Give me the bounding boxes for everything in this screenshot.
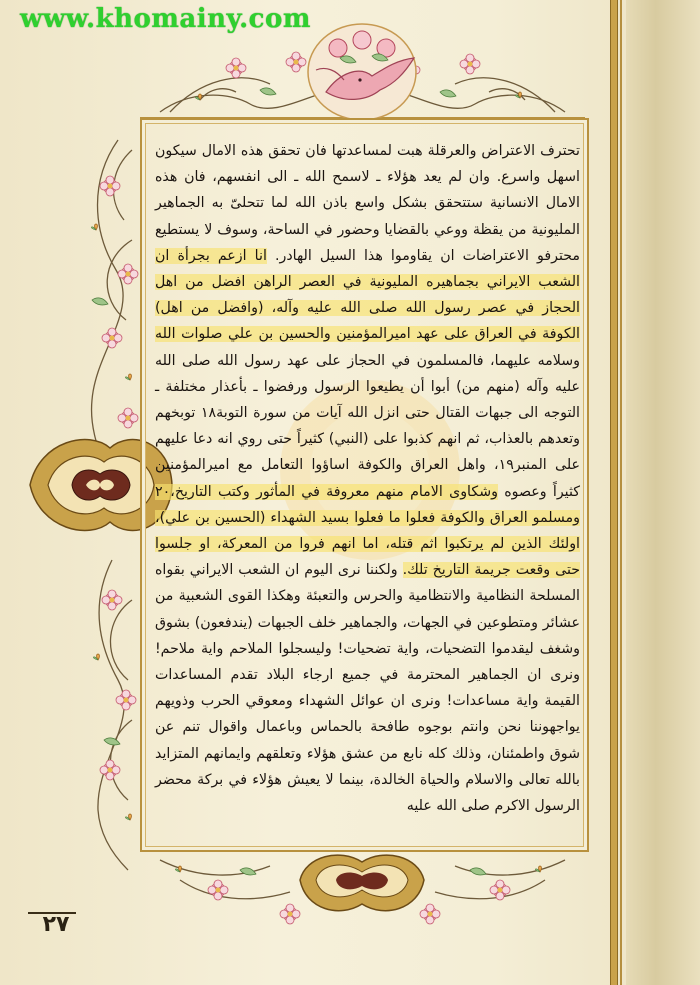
body-text-3: ولكننا نرى اليوم ان الشعب الايراني بقواه المسلحة النظامية والانتظامية والحرس والتعبئة وهكذا القوى الشعبية من عشائر ومتطوعين في الجهات، والجماهير خلف الجبهات (يندفعون) بشوق وشغف ليقدموا التضحيات، واية تضحيات! وليسجلوا الملاحم واية ملاحم! ونرى ان الجماهير المحترمة في جميع ارجاء البلاد تقدم المساعدات القيمة واية مساعدات! ونرى ان عوائل الشهداء ومعوقي الحرب وذويهم يواجهوننا نحن وانتم بوجوه طافحة بالحماس وباعمال واقوال تنم عن شوق واطمئنان، وذلك كله نابع من عشق هؤلاء وتعلقهم وايمانهم المتزايد بالله تعالى والاسلام والحياة الخالدة، بينما لا يعيش هؤلاء في بركة محضر الرسول الاكرم صلى الله عليه	[155, 562, 580, 815]
page-number: ٢٧	[42, 912, 70, 937]
body-text-2: وسلامه عليهما، فالمسلمون في الحجاز على عهد رسول الله صلى الله عليه وآله (منهم من) أبوا أن يطيعوا الرسول ورفضوا ـ بأعذار مختلفة ـ التوجه الى جبهات القتال حتى انزل الله آيات من سورة التوبة١٨ توبخهم وتعدهم بالعذاب، ثم انهم كذبوا على (النبي) كثيراً حتى روي انه دعا عليهم على المنبر١٩، واهل العراق والكوفة اساؤوا التعامل مع اميرالمؤمنين كثيراً وعصوه	[155, 352, 580, 500]
highlighted-passage-2: وشكاوى الامام منهم معروفة في المأثور وكتب التاريخ،٢٠ ومسلمو العراق والكوفة فعلوا ما فعلوا بسيد الشهداء (الحسين بن علي)، اولئك الذين لم يرتكبوا اثم قتله، اما انهم فروا من المعركة، او جلسوا حتى وقعت جريمة التاريخ تلك.	[155, 483, 580, 579]
highlighted-passage-1: انا ازعم بجرأة ان الشعب الايراني بجماهيره المليونية في العصر الراهن افضل من اهل الحجاز في عصر رسول الله صلى الله عليه وآله، (وافضل من اهل) الكوفة في العراق على عهد اميرالمؤمنين والحسين بن علي صلوات الله	[155, 247, 580, 343]
body-text-block	[155, 138, 580, 838]
paragraph	[155, 138, 580, 819]
site-watermark: www.khomainy.com	[20, 4, 311, 34]
body-text-1: تحترف الاعتراض والعرقلة هبت لمساعدتها فان تحقق هذه الامال سيكون اسهل واسرع. وان لم يعد هؤلاء ـ لاسمح الله ـ الى انفسهم، فان هذه الامال الانسانية ستتحقق بشكل واسع باذن الله لما تتحلىّ به الجماهير المليونية من يقظة ووعي بالقضايا وحضور في الساحة، وسوف لا يستطيع محترفو الاعتراضات ان يقاوموا هذا السيل الهادر.	[155, 143, 581, 264]
dove-ornament-icon	[308, 24, 416, 120]
bottom-knot-icon	[300, 855, 424, 911]
